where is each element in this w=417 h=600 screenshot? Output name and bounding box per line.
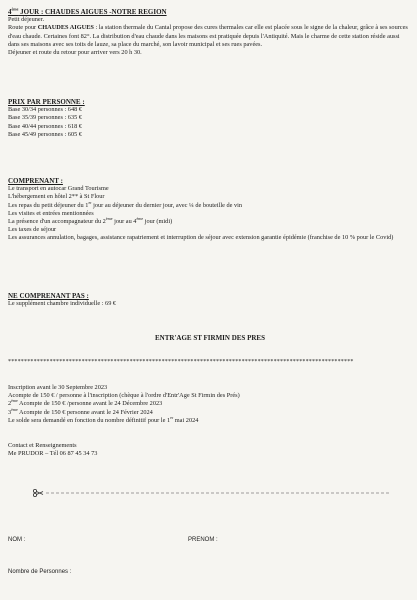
price-heading: PRIX PAR PERSONNE : (8, 98, 85, 106)
third-deposit: 3ème Acompte de 150 € personne avant le 24 Février 2024 (8, 406, 153, 416)
included-heading: COMPRENANT : (8, 177, 63, 185)
included-item: Les repas du petit déjeuner du 1er jour au déjeuner du dernier jour, avec ¼ de bouteille de vin (8, 199, 243, 209)
included-item: Le transport en autocar Grand Tourisme (8, 185, 109, 193)
second-deposit: 2ème Acompte de 150 € /personne avant le 24 Décembre 2023 (8, 398, 163, 408)
star-divider: ************************************************************************************************************ (8, 359, 354, 365)
included-item: Les visites et entrées mentionnées (8, 209, 94, 217)
price-section (8, 98, 412, 139)
number-of-people-label: Nombre de Personnes : (8, 569, 72, 575)
contact-phone: Me PRUDOR – Tél 06 87 45 34 73 (8, 450, 98, 458)
registration-deadline: Inscription avant le 30 Septembre 2023 (8, 384, 108, 391)
day4-breakfast: Petit déjeuner. (8, 16, 45, 24)
contact-section (8, 442, 412, 458)
day4-heading: 4ème JOUR : CHAUDES AIGUES -NOTRE REGION (8, 6, 167, 16)
scissors-icon (33, 489, 43, 496)
price-item: Base 40/44 personnes : 618 € (8, 122, 82, 130)
first-deposit: Acompte de 150 € / personne à l'inscription (chèque à l'ordre d'Entr'Age St Firmin des Prés) (8, 392, 240, 400)
day4-section (8, 8, 412, 57)
day4-return: Déjeuner et route du retour pour arriver vers 20 h 30. (8, 49, 142, 57)
price-item: Base 30/34 personnes : 648 € (8, 106, 82, 114)
excluded-section (8, 292, 412, 308)
included-item: Les assurances annulation, bagages, assistance rapatriement et interruption de séjour avec extension garantie épidémie (franchise de 10 % pour le Covid) (8, 234, 394, 242)
contact-heading: Contact et Renseignements (8, 442, 77, 449)
included-section (8, 177, 412, 243)
included-item: Les taxes de séjour (8, 226, 57, 234)
balance-due: Le solde sera demandé en fonction du nombre définitif pour le 1er mai 2024 (8, 414, 199, 424)
day4-description: Route pour CHAUDES AIGUES : la station thermale du Cantal propose des cures thermales car elle est placée sous le signe de la chaleur, grâce à ses sources d'eau chaude. Certaines font 82°. La distribution d'eau chaude dans les maisons est pratiquée depuis l'Antiquité. Mais le charme de cette station réside aussi dans ses maisons avec ses toits de lauze, sa place du marché, son lavoir municipal et ses rues pavées. (8, 24, 408, 48)
price-item: Base 45/49 personnes : 605 € (8, 130, 82, 138)
registration-section (8, 384, 412, 425)
prenom-label: PRENOM : (188, 537, 218, 543)
organization-title: ENTR'AGE ST FIRMIN DES PRES (155, 334, 265, 342)
scissors-cut-line (32, 488, 392, 498)
nom-label: NOM : (8, 537, 26, 543)
excluded-item: Le supplément chambre individuelle : 69 € (8, 300, 117, 308)
included-item: La présence d'un accompagnateur du 2ème jour au 4ème jour (midi) (8, 215, 173, 226)
included-item: L'hébergement en hôtel 2** à St Flour (8, 193, 105, 201)
price-item: Base 35/39 personnes : 635 € (8, 114, 82, 122)
excluded-heading: NE COMPRENANT PAS : (8, 292, 89, 300)
